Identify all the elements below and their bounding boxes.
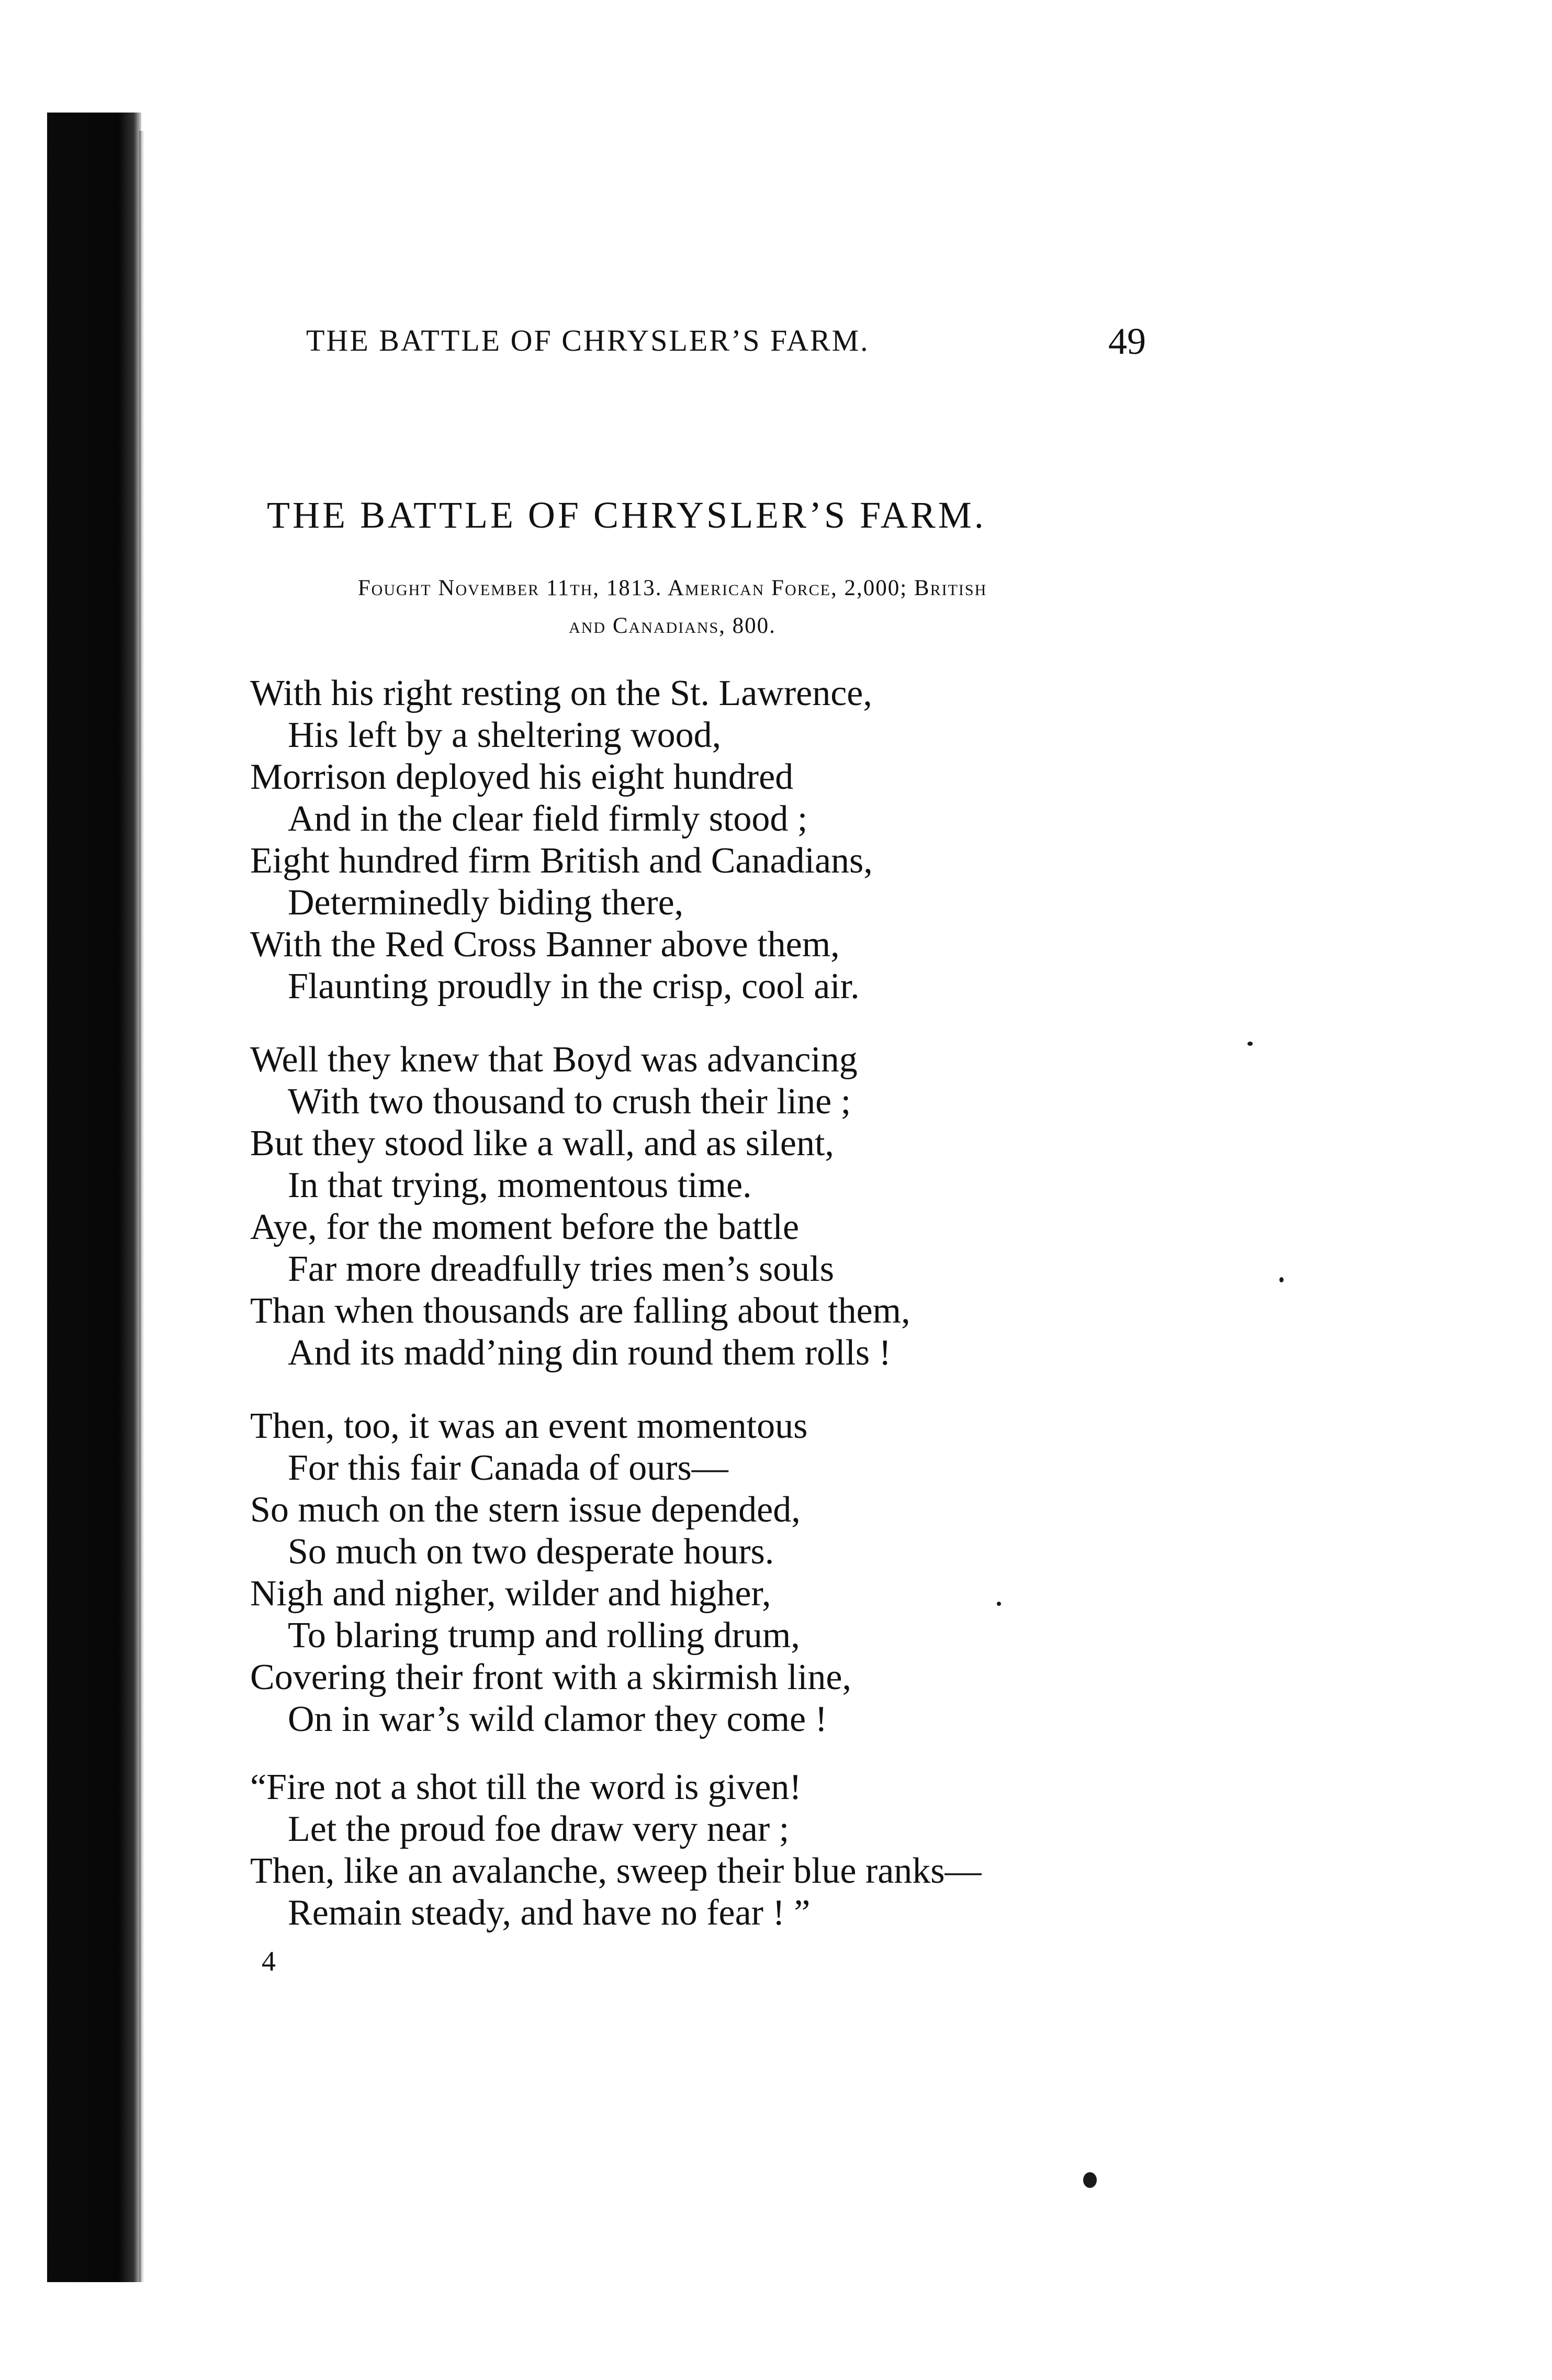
stanza-1 <box>250 673 873 1008</box>
poem-line: Then, like an avalanche, sweep their blue ranks— <box>250 1851 982 1891</box>
poem-line: Let the proud foe draw very near ; <box>288 1809 790 1849</box>
poem-title: THE BATTLE OF CHRYSLER’S FARM. <box>267 494 986 536</box>
running-head: THE BATTLE OF CHRYSLER’S FARM. <box>306 323 870 357</box>
subtitle-line: and Canadians, 800. <box>569 613 776 638</box>
poem-subtitle <box>188 569 1156 645</box>
poem-line: Determinedly biding there, <box>288 882 684 923</box>
ink-speck <box>997 1602 1001 1606</box>
poem-line: Flaunting proudly in the crisp, cool air. <box>288 966 860 1007</box>
signature-mark: 4 <box>262 1946 276 1977</box>
poem-line: Then, too, it was an event momentous <box>250 1406 808 1446</box>
poem-line: Nigh and nigher, wilder and higher, <box>250 1573 771 1614</box>
poem-line: Than when thousands are falling about them, <box>250 1291 910 1331</box>
poem-line: Remain steady, and have no fear ! ” <box>288 1893 811 1933</box>
poem-line: But they stood like a wall, and as silent, <box>250 1123 834 1164</box>
poem-line: Aye, for the moment before the battle <box>250 1207 800 1247</box>
poem-line: Morrison deployed his eight hundred <box>250 757 794 797</box>
poem-line: With the Red Cross Banner above them, <box>250 924 840 965</box>
poem-line: So much on two desperate hours. <box>288 1532 774 1572</box>
poem-line: Covering their front with a skirmish line, <box>250 1657 851 1697</box>
ink-speck <box>1247 1042 1253 1046</box>
poem-line: To blaring trump and rolling drum, <box>288 1615 800 1656</box>
poem-line: With his right resting on the St. Lawrence, <box>250 673 872 713</box>
poem-line: And in the clear field firmly stood ; <box>288 799 808 839</box>
poem-line: For this fair Canada of ours— <box>288 1448 728 1488</box>
stanza-4 <box>250 1767 982 1934</box>
page-number: 49 <box>1108 320 1146 362</box>
stanza-3 <box>250 1405 851 1740</box>
stanza-2 <box>250 1039 910 1374</box>
ink-speck <box>1279 1277 1284 1282</box>
poem-line: “Fire not a shot till the word is given! <box>250 1767 802 1807</box>
poem-line: On in war’s wild clamor they come ! <box>288 1699 827 1739</box>
subtitle-line: Fought November 11th, 1813. American Force, 2,000; British <box>357 576 987 600</box>
poem-line: And its madd’ning din round them rolls ! <box>288 1333 891 1373</box>
poem-line: Well they knew that Boyd was advancing <box>250 1040 858 1080</box>
poem-line: His left by a sheltering wood, <box>288 715 722 755</box>
poem-line: With two thousand to crush their line ; <box>288 1081 851 1122</box>
poem-line: In that trying, momentous time. <box>288 1165 752 1205</box>
poem-line: So much on the stern issue depended, <box>250 1490 801 1530</box>
ink-speck <box>1083 2172 1097 2188</box>
poem-line: Far more dreadfully tries men’s souls <box>288 1249 834 1289</box>
binding-shadow <box>139 131 144 2282</box>
book-binding-edge <box>47 113 141 2282</box>
poem-line: Eight hundred firm British and Canadians, <box>250 841 873 881</box>
